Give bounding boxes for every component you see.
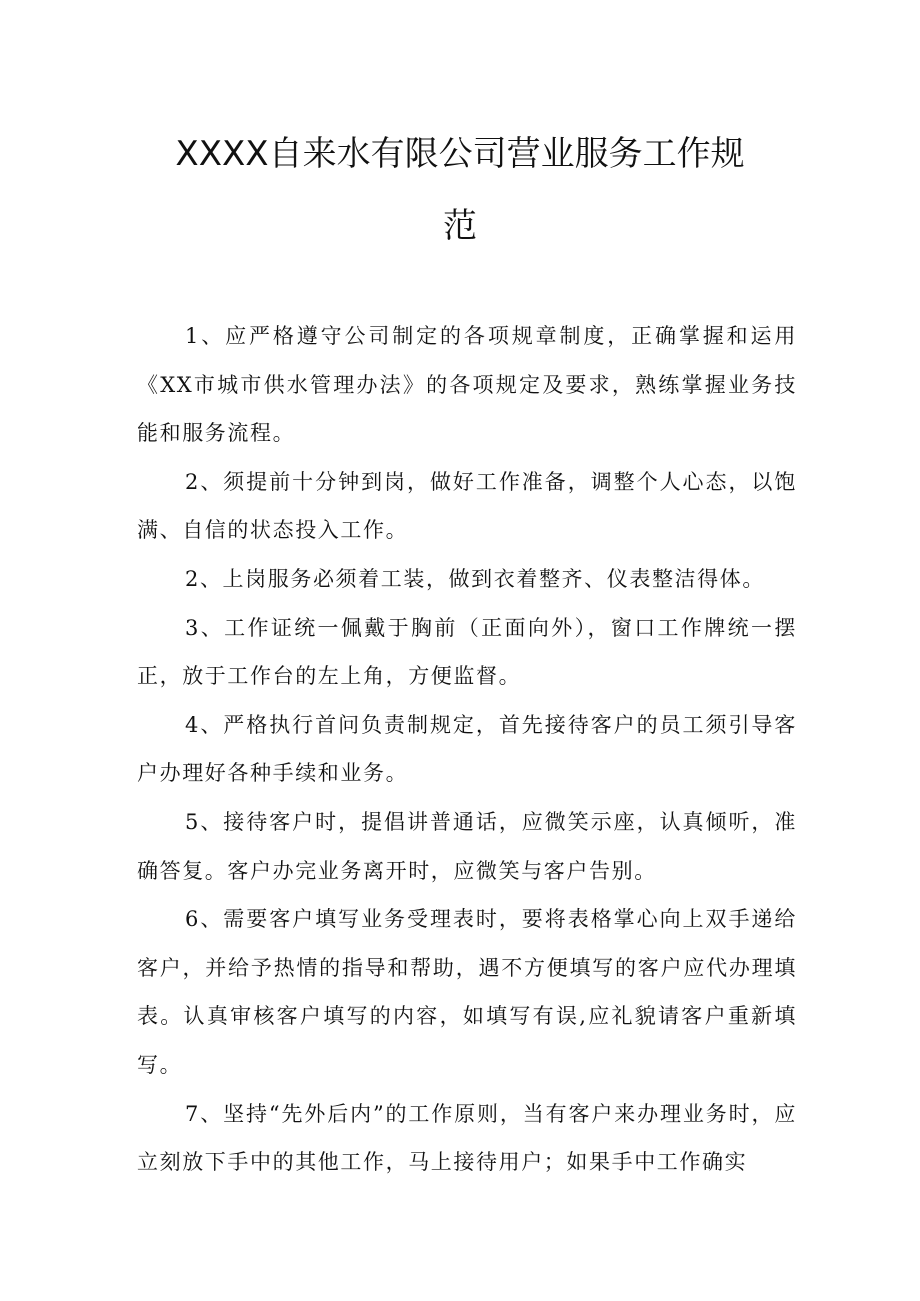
paragraph-5: 4、严格执行首问负责制规定，首先接待客户的员工须引导客户办理好各种手续和业务。 <box>137 712 797 786</box>
paragraph-1: 1、应严格遵守公司制定的各项规章制度，正确掌握和运用《XX市城市供水管理办法》的各项规定及要求，熟练掌握业务技能和服务流程。 <box>137 324 797 446</box>
paragraph-7: 6、需要客户填写业务受理表时，要将表格掌心向上双手递给客户，并给予热情的指导和帮助，遇不方便填写的客户应代办理填表。认真审核客户填写的内容，如填写有误,应礼貌请客户重新填写。 <box>137 907 797 1077</box>
paragraph-2: 2、须提前十分钟到岗，做好工作准备，调整个人心态，以饱满、自信的状态投入工作。 <box>137 469 797 543</box>
document-title-line-1: XXXX自来水有限公司营业服务工作规 <box>175 134 745 174</box>
document-body <box>137 312 797 1187</box>
paragraph-3: 2、上岗服务必须着工装，做到衣着整齐、仪表整洁得体。 <box>185 566 765 591</box>
paragraph-6: 5、接待客户时，提倡讲普通话，应微笑示座，认真倾听，准确答复。客户办完业务离开时，应微笑与客户告别。 <box>137 809 797 883</box>
paragraph-8: 7、坚持“先外后内”的工作原则，当有客户来办理业务时，应立刻放下手中的其他工作，马上接待用户；如果手中工作确实 <box>137 1101 797 1175</box>
document-title-line-2: 范 <box>443 206 477 246</box>
paragraph-4: 3、工作证统一佩戴于胸前（正面向外），窗口工作牌统一摆正，放于工作台的左上角，方便监督。 <box>137 615 797 689</box>
